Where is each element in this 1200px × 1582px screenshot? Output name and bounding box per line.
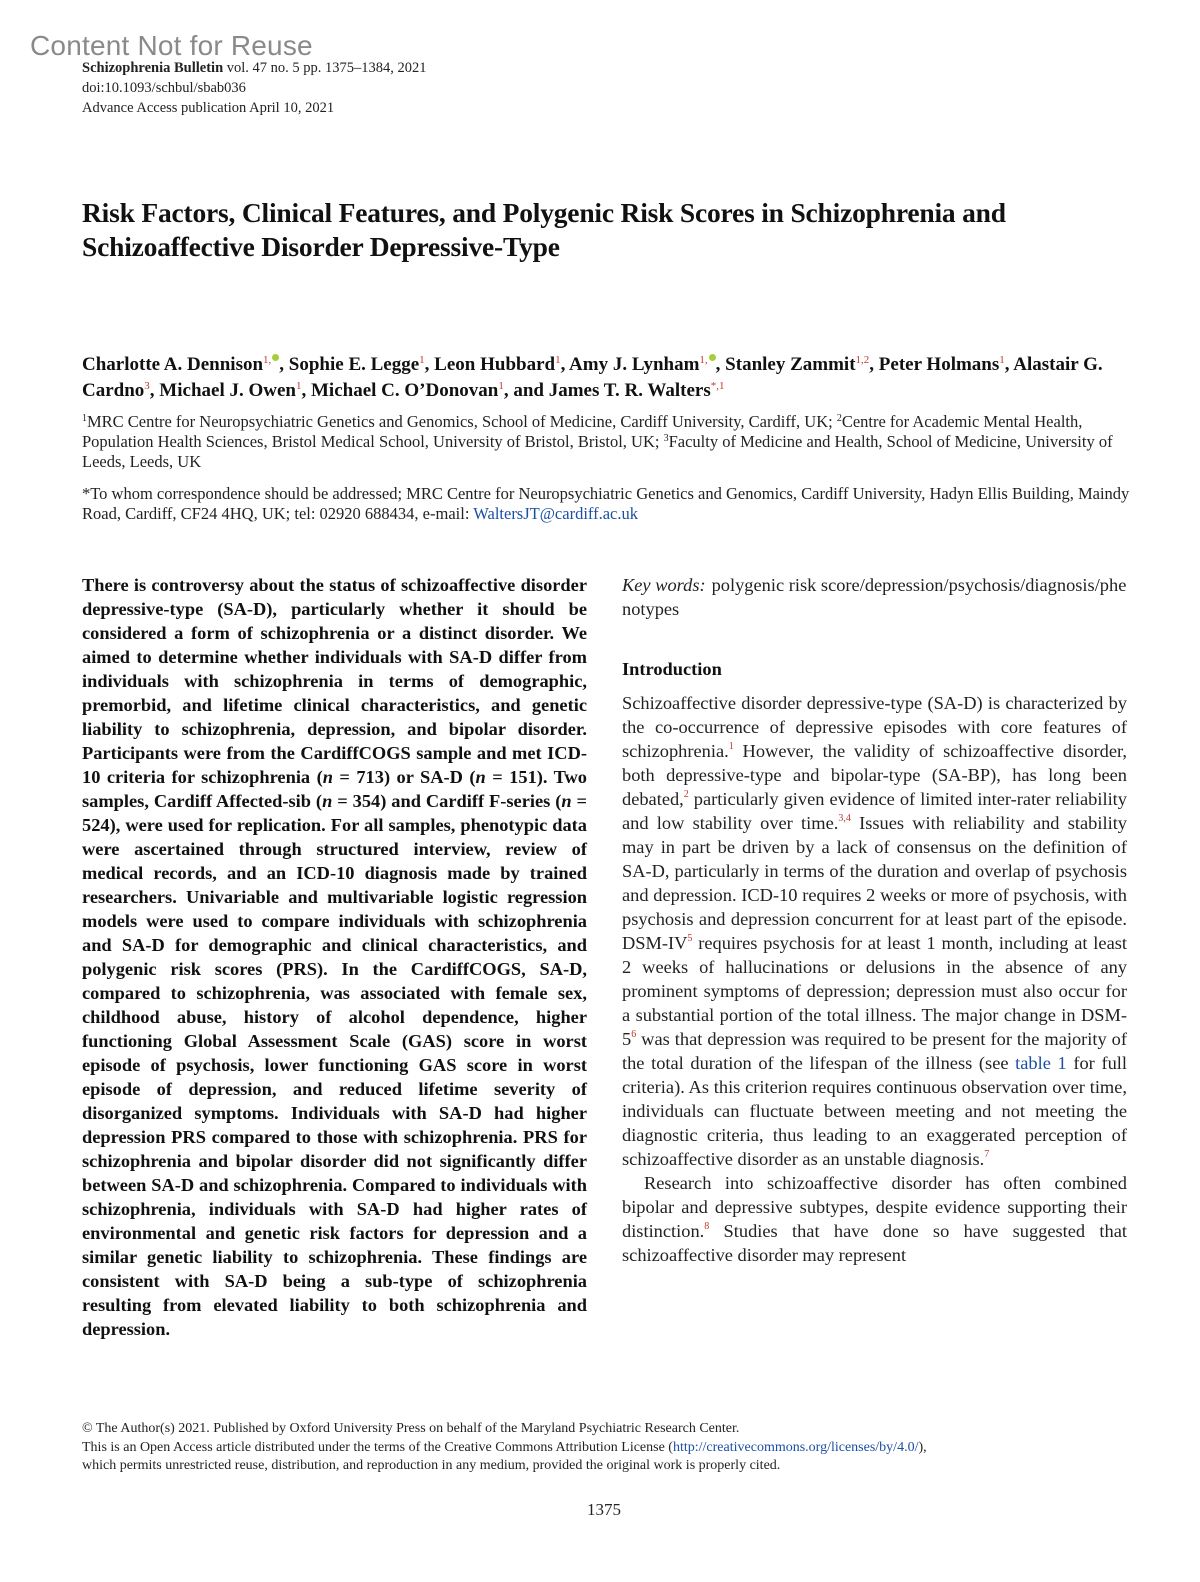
affiliation-text: Faculty of Medicine and Health, School of Medicine, University of Leeds, Leeds, UK bbox=[82, 432, 1113, 471]
author-name: Amy J. Lynham bbox=[569, 354, 700, 375]
author-separator: , bbox=[869, 354, 879, 375]
author-name: Stanley Zammit bbox=[725, 354, 856, 375]
italic-run: n bbox=[322, 791, 333, 811]
advance-access: Advance Access publication April 10, 2021 bbox=[82, 100, 335, 116]
keywords-label: Key words: bbox=[622, 575, 706, 595]
correspondence bbox=[82, 484, 1142, 524]
reference-citation[interactable]: 1 bbox=[728, 741, 734, 752]
text-run: was that depression was required to be present for the majority of the total duration of the lifespan of the illness (see bbox=[622, 1029, 1127, 1073]
affiliations bbox=[82, 412, 1142, 472]
affiliation-marker: 2 bbox=[836, 413, 842, 424]
text-run: Schizoaffective disorder depressive-type (SA-D) is characterized by the co-occurrence of depressive episodes with core features of schizophrenia. bbox=[622, 693, 1127, 761]
reference-citation[interactable]: 2 bbox=[683, 789, 689, 800]
body-paragraph bbox=[622, 691, 1127, 1171]
text-run: requires psychosis for at least 1 month, including at least 2 weeks of hallucinations or delusions in the absence of any prominent symptoms of depression; depression must also occur for a substantial portion of the total illness. The major change in DSM-5 bbox=[622, 933, 1127, 1049]
orcid-icon[interactable] bbox=[709, 354, 716, 361]
text-run: Research into schizoaffective disorder has often combined bipolar and depressive subtypes, despite evidence supporting their distinction. bbox=[622, 1173, 1127, 1241]
text-run: = 354) and Cardiff F-series ( bbox=[332, 791, 562, 811]
copyright-line: © The Author(s) 2021. Published by Oxford University Press on behalf of the Maryland Psychiatric Research Center. bbox=[82, 1421, 740, 1436]
author-separator: , and bbox=[503, 380, 549, 401]
keywords bbox=[622, 573, 1127, 621]
italic-run: n bbox=[561, 791, 572, 811]
text-run: = 713) or SA-D ( bbox=[332, 767, 476, 787]
affiliation-marker: 1 bbox=[82, 413, 87, 424]
author-name: Charlotte A. Dennison bbox=[82, 354, 264, 375]
text-run: for full criteria). As this criterion requires continuous observation over time, individuals can fluctuate between meeting and not meeting the diagnostic criteria, thus leading to an exaggerated perception of schizoaffective disorder as an unstable diagnosis. bbox=[622, 1053, 1127, 1169]
journal-citation: vol. 47 no. 5 pp. 1375–1384, 2021 bbox=[223, 60, 427, 76]
text-run: There is controversy about the status of schizoaffective disorder depressive-type (SA-D), particularly whether it should be considered a form of schizophrenia or a distinct disorder. We aimed to determine whether individuals with SA-D differ from individuals with schizophrenia in terms of demographic, premorbid, and lifetime clinical characteristics, and genetic liability to schizophrenia, depression, and bipolar disorder. Participants were from the CardiffCOGS sample and met ICD-10 criteria for schizophrenia ( bbox=[82, 575, 587, 787]
author-separator: , bbox=[279, 354, 289, 375]
text-run: particularly given evidence of limited inter-rater reliability and low stability over time. bbox=[622, 789, 1127, 833]
author-affiliation-marker: 1, bbox=[699, 354, 708, 366]
journal-citation-line bbox=[82, 58, 427, 78]
article-title: Risk Factors, Clinical Features, and Polygenic Risk Scores in Schizophrenia and Schizoaffective Disorder Depressive-Type bbox=[82, 197, 1006, 262]
reference-citation[interactable]: 8 bbox=[704, 1221, 710, 1232]
author-name: Alastair G. Cardno bbox=[82, 354, 1103, 401]
text-run: = 524), were used for replication. For all samples, phenotypic data were ascertained through structured interview, review of medical records, and an ICD-10 diagnosis made by trained researchers. Univariable and multivariable logistic regression models were used to compare individuals with schizophrenia and SA-D for demographic and clinical characteristics, and polygenic risk scores (PRS). In the CardiffCOGS, SA-D, compared to schizophrenia, was associated with female sex, childhood abuse, history of alcohol dependence, higher functioning Global Assessment Scale (GAS) score in worst episode of psychosis, lower functioning GAS score in worst episode of depression, and reduced lifetime severity of disorganized symptoms. Individuals with SA-D had higher depression PRS compared to those with schizophrenia. PRS for schizophrenia and bipolar disorder did not significantly differ between SA-D and schizophrenia. Compared to individuals with schizophrenia, individuals with SA-D had higher rates of environmental and genetic risk factors for depression and a similar genetic liability to schizophrenia. These findings are consistent with SA-D being a sub-type of schizophrenia resulting from elevated liability to both schizophrenia and depression. bbox=[82, 791, 588, 1339]
page-number: 1375 bbox=[587, 1500, 621, 1519]
license-terms-line: which permits unrestricted reuse, distribution, and reproduction in any medium, provided the original work is properly cited. bbox=[82, 1458, 781, 1473]
author-affiliation-marker: 1,2 bbox=[855, 354, 870, 366]
abstract bbox=[82, 573, 587, 1341]
author-affiliation-marker: *,1 bbox=[710, 380, 725, 392]
doi: doi:10.1093/schbul/sbab036 bbox=[82, 80, 246, 96]
reference-citation[interactable]: 3,4 bbox=[838, 813, 851, 824]
table-link[interactable]: table 1 bbox=[1015, 1053, 1067, 1073]
correspondence-text: *To whom correspondence should be addressed; MRC Centre for Neuropsychiatric Genetics and Genomics, Cardiff University, Hadyn Ellis Building, Maindy Road, Cardiff, CF24 4HQ, UK; tel: 02920 688434, e-mail: bbox=[82, 484, 1130, 523]
italic-run: n bbox=[322, 767, 333, 787]
license-text: This is an Open Access article distributed under the terms of the Creative Commons Attribution License ( bbox=[82, 1439, 673, 1455]
author-separator: , bbox=[715, 354, 726, 375]
author-affiliation-marker: 1 bbox=[999, 354, 1005, 366]
license-text-end: ), bbox=[918, 1439, 927, 1455]
correspondence-email-link[interactable]: WaltersJT@cardiff.ac.uk bbox=[473, 504, 638, 523]
journal-name: Schizophrenia Bulletin bbox=[82, 60, 224, 76]
reference-citation[interactable]: 6 bbox=[631, 1029, 637, 1040]
introduction-heading: Introduction bbox=[622, 659, 722, 679]
author-separator: , bbox=[560, 354, 570, 375]
author-affiliation-marker: 1 bbox=[419, 354, 425, 366]
author-list bbox=[82, 352, 1142, 404]
author-affiliation-marker: 1, bbox=[263, 354, 272, 366]
license-footer bbox=[82, 1420, 1142, 1476]
license-line bbox=[82, 1439, 1142, 1458]
body-paragraph bbox=[622, 1171, 1127, 1267]
author-separator: , bbox=[301, 380, 311, 401]
author-affiliation-marker: 3 bbox=[144, 380, 150, 392]
author-affiliation-marker: 1 bbox=[555, 354, 561, 366]
reference-citation[interactable]: 7 bbox=[984, 1149, 990, 1160]
introduction-body bbox=[622, 691, 1127, 1267]
keywords-text: polygenic risk score/depression/psychosis/diagnosis/phenotypes bbox=[622, 575, 1127, 619]
right-column bbox=[622, 573, 1127, 1267]
affiliation-marker: 3 bbox=[663, 433, 669, 444]
author-affiliation-marker: 1 bbox=[295, 380, 302, 392]
author-name: Peter Holmans bbox=[878, 354, 1000, 375]
journal-header bbox=[82, 58, 427, 118]
author-name: Sophie E. Legge bbox=[288, 354, 420, 375]
italic-run: n bbox=[475, 767, 486, 787]
text-run: Studies that have done so have suggested that schizoaffective disorder may represent bbox=[622, 1221, 1127, 1265]
text-run: Issues with reliability and stability may in part be driven by a lack of consensus on the definition of SA-D, particularly in terms of the duration and overlap of psychosis and depression. ICD-10 requires 2 weeks or more of psychosis, with psychosis and depression concurrent for at least part of the episode. DSM-IV bbox=[622, 813, 1127, 953]
author-name: James T. R. Walters bbox=[548, 380, 711, 401]
text-run: However, the validity of schizoaffective disorder, both depressive-type and bipolar-type (SA-BP), has long been debated, bbox=[622, 741, 1127, 809]
author-name: Michael J. Owen bbox=[159, 380, 296, 401]
author-name: Leon Hubbard bbox=[434, 354, 556, 375]
author-separator: , bbox=[1004, 354, 1014, 375]
affiliation-text: Centre for Academic Mental Health, Population Health Sciences, Bristol Medical School, University of Bristol, Bristol, UK; bbox=[82, 412, 1083, 451]
author-affiliation-marker: 1 bbox=[498, 380, 504, 392]
affiliation-text: MRC Centre for Neuropsychiatric Genetics and Genomics, School of Medicine, Cardiff University, Cardiff, UK; bbox=[87, 412, 837, 431]
watermark: Content Not for Reuse bbox=[30, 30, 313, 61]
author-name: Michael C. O’Donovan bbox=[310, 380, 499, 401]
author-separator: , bbox=[149, 380, 160, 401]
text-run: = 151). Two samples, Cardiff Affected-sib ( bbox=[82, 767, 587, 811]
author-separator: , bbox=[424, 354, 435, 375]
license-link[interactable]: http://creativecommons.org/licenses/by/4.0/ bbox=[672, 1439, 919, 1455]
reference-citation[interactable]: 5 bbox=[687, 933, 693, 944]
